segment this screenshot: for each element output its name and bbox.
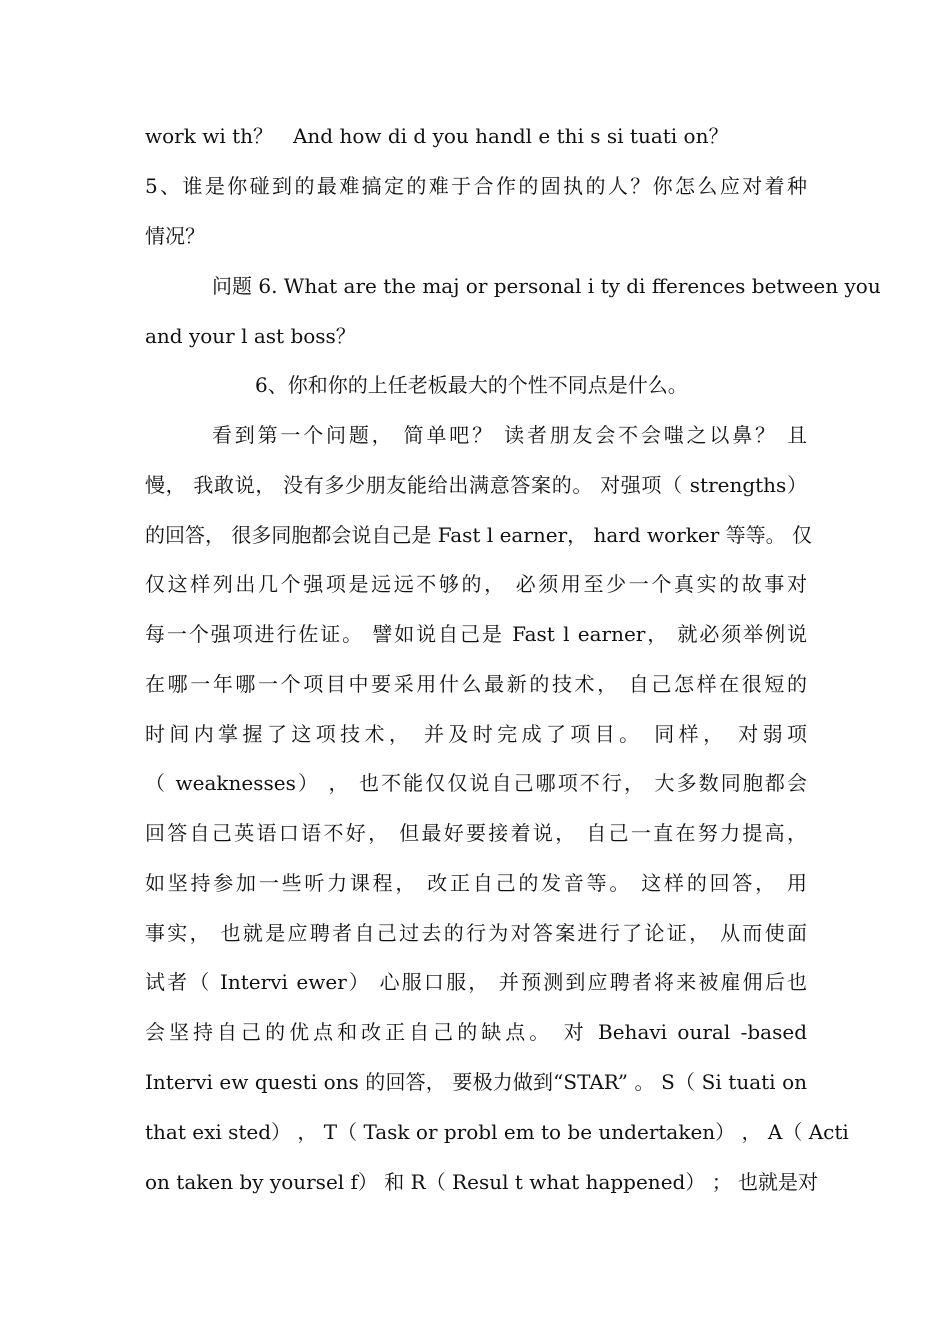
text-line-18: 试者（ Intervi ewer） 心服口服， 并预测到应聘者将来被雇佣后也 xyxy=(145,970,807,994)
text-line-4: 问题 6. What are the maj or personal i ty di fferences between you xyxy=(212,274,881,298)
text-line-16: 如坚持参加一些听力课程， 改正自己的发音等。 这样的回答， 用 xyxy=(145,871,807,895)
text-line-15: 回答自己英语口语不好， 但最好要接着说， 自己一直在努力提高， xyxy=(145,821,807,845)
text-line-19: 会坚持自己的优点和改正自己的缺点。 对 Behavi oural -based xyxy=(145,1020,807,1044)
text-line-1: work wi th？ And how di d you handl e thi s si tuati on？ xyxy=(145,124,729,148)
text-line-12: 在哪一年哪一个项目中要采用什么最新的技术， 自己怎样在很短的 xyxy=(145,672,807,696)
text-line-20: Intervi ew questi ons 的回答， 要极力做到“STAR” 。 S（ Si tuati on xyxy=(145,1070,807,1094)
text-line-9: 的回答， 很多同胞都会说自己是 Fast l earner， hard worker 等等。 仅 xyxy=(145,523,813,547)
text-line-13: 时间内掌握了这项技术， 并及时完成了项目。 同样， 对弱项 xyxy=(145,722,807,746)
text-line-7: 看到第一个问题， 简单吧？ 读者朋友会不会嗤之以鼻？ 且 xyxy=(212,423,807,447)
text-line-11: 每一个强项进行佐证。 譬如说自己是 Fast l earner， 就必须举例说 xyxy=(145,622,807,646)
text-line-17: 事实， 也就是应聘者自己过去的行为对答案进行了论证， 从而使面 xyxy=(145,921,807,945)
text-line-10: 仅这样列出几个强项是远远不够的， 必须用至少一个真实的故事对 xyxy=(145,572,807,596)
text-line-21: that exi sted） ， T（ Task or probl em to be undertaken） ， A（ Acti xyxy=(145,1120,849,1144)
text-line-5: and your l ast boss？ xyxy=(145,324,356,348)
text-line-14: （ weaknesses） ， 也不能仅仅说自己哪项不行， 大多数同胞都会 xyxy=(145,771,807,795)
text-line-2: 5、谁是你碰到的最难搞定的难于合作的固执的人？你怎么应对着种 xyxy=(145,174,807,198)
text-line-3: 情况？ xyxy=(145,224,205,248)
text-line-22: on taken by yoursel f） 和 R（ Resul t what happened） ； 也就是对 xyxy=(145,1170,819,1194)
text-line-8: 慢， 我敢说， 没有多少朋友能给出满意答案的。 对强项（ strengths） xyxy=(145,473,807,497)
text-line-6: 6、你和你的上任老板最大的个性不同点是什么。 xyxy=(255,373,688,397)
